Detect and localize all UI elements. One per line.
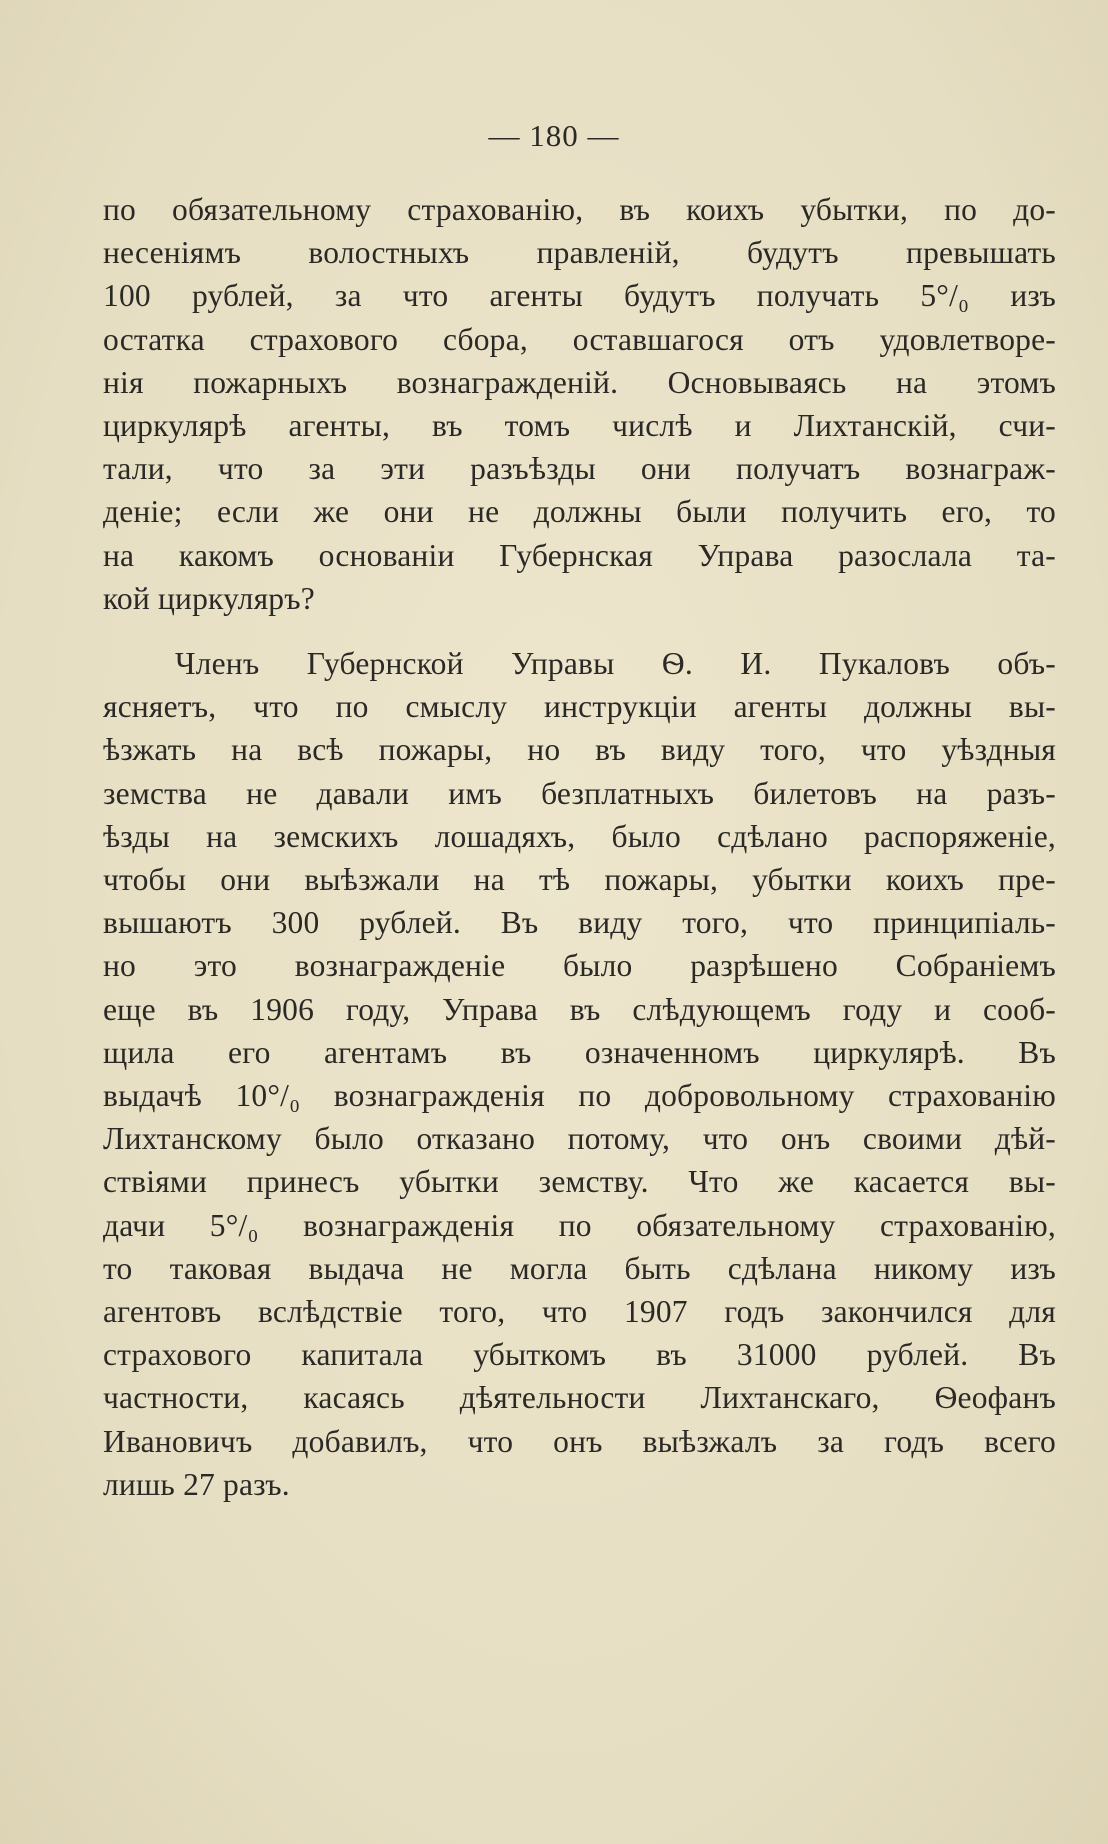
text-line: частности, касаясь дѣятельности Лихтанскаго, Ѳеофанъ bbox=[103, 1380, 1056, 1416]
text-line: ясняетъ, что по смыслу инструкціи агенты должны вы- bbox=[103, 689, 1056, 725]
text-line: деніе; если же они не должны были получить его, то bbox=[103, 494, 1056, 530]
paragraph-1 bbox=[103, 188, 1056, 620]
text-line: вышаютъ 300 рублей. Въ виду того, что принципіаль- bbox=[103, 905, 1056, 941]
body-text bbox=[103, 188, 1056, 1506]
text-line: Членъ Губернской Управы Ѳ. И. Пукаловъ объ- bbox=[175, 646, 1056, 682]
text-line: выдачѣ 10°/₀ вознагражденія по добровольному страхованію bbox=[103, 1078, 1056, 1114]
text-line: земства не давали имъ безплатныхъ билетовъ на разъ- bbox=[103, 775, 1056, 811]
text-line: циркулярѣ агенты, въ томъ числѣ и Лихтанскій, счи- bbox=[103, 408, 1056, 444]
text-line: ѣзды на земскихъ лошадяхъ, было сдѣлано распоряженіе, bbox=[103, 818, 1056, 854]
paragraph-gap bbox=[103, 620, 1056, 642]
text-line: чтобы они выѣзжали на тѣ пожары, убытки коихъ пре- bbox=[103, 862, 1056, 898]
page-number: — 180 — bbox=[488, 118, 620, 153]
text-line: Лихтанскому было отказано потому, что онъ своими дѣй- bbox=[103, 1121, 1056, 1157]
text-line: щила его агентамъ въ означенномъ циркулярѣ. Въ bbox=[103, 1034, 1056, 1070]
text-line: агентовъ вслѣдствіе того, что 1907 годъ закончился для bbox=[103, 1294, 1056, 1330]
text-line: кой циркуляръ? bbox=[103, 580, 315, 616]
text-line: еще въ 1906 году, Управа въ слѣдующемъ году и сооб- bbox=[103, 991, 1056, 1027]
text-line: но это вознагражденіе было разрѣшено Собраніемъ bbox=[103, 948, 1056, 984]
text-line: страхового капитала убыткомъ въ 31000 рублей. Въ bbox=[103, 1337, 1056, 1373]
text-line: Ивановичъ добавилъ, что онъ выѣзжалъ за годъ всего bbox=[103, 1423, 1056, 1459]
text-line: дачи 5°/₀ вознагражденія по обязательному страхованію, bbox=[103, 1207, 1056, 1243]
paragraph-2 bbox=[103, 642, 1056, 1506]
text-line: 100 рублей, за что агенты будутъ получать 5°/₀ изъ bbox=[103, 278, 1056, 314]
text-line: ствіями принесъ убытки земству. Что же касается вы- bbox=[103, 1164, 1056, 1200]
text-line: несеніямъ волостныхъ правленій, будутъ превышать bbox=[103, 235, 1056, 271]
text-line: остатка страхового сбора, оставшагося отъ удовлетворе- bbox=[103, 321, 1056, 357]
text-line: нія пожарныхъ вознагражденій. Основываясь на этомъ bbox=[103, 364, 1056, 400]
text-line: на какомъ основаніи Губернская Управа разослала та- bbox=[103, 537, 1056, 573]
text-line: лишь 27 разъ. bbox=[103, 1466, 290, 1502]
text-line: то таковая выдача не могла быть сдѣлана никому изъ bbox=[103, 1250, 1056, 1286]
text-line: тали, что за эти разъѣзды они получатъ вознаграж- bbox=[103, 451, 1056, 487]
text-line: ѣзжать на всѣ пожары, но въ виду того, что уѣздныя bbox=[103, 732, 1056, 768]
text-line: по обязательному страхованію, въ коихъ убытки, по до- bbox=[103, 192, 1056, 227]
